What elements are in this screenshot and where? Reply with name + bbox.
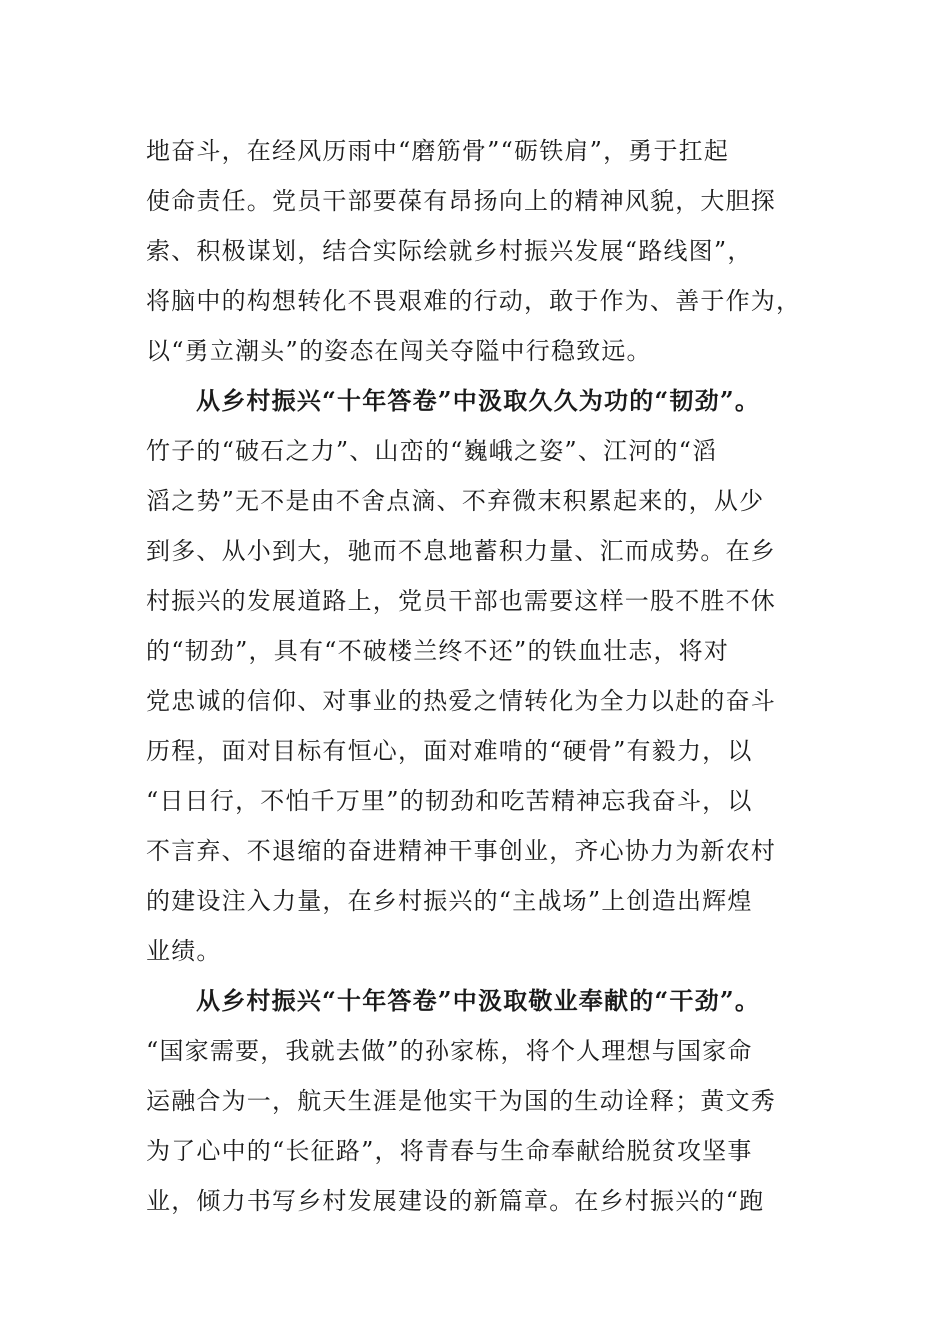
text-line: “国家需要，我就去做”的孙家栋，将个人理想与国家命: [146, 1037, 753, 1065]
text-line: 不言弃、不退缩的奋进精神干事创业，齐心协力为新农村: [146, 837, 776, 865]
text-line: 将脑中的构想转化不畏艰难的行动，敢于作为、善于作为，: [146, 287, 802, 315]
text-line: 党忠诚的信仰、对事业的热爱之情转化为全力以赴的奋斗: [146, 687, 776, 715]
text-line: 的“韧劲”，具有“不破楼兰终不还”的铁血壮志，将对: [146, 637, 730, 665]
text-line: 到多、从小到大，驰而不息地蓄积力量、汇而成势。在乡: [146, 537, 776, 565]
text-line: 业，倾力书写乡村发展建设的新篇章。在乡村振兴的“跑: [146, 1187, 765, 1215]
text-line: 历程，面对目标有恒心，面对难啃的“硬骨”有毅力，以: [146, 737, 753, 765]
text-line: 为了心中的“长征路”，将青春与生命奉献给脱贫攻坚事: [146, 1137, 753, 1165]
text-line: 竹子的“破石之力”、山峦的“巍峨之姿”、江河的“滔: [146, 437, 718, 465]
text-line: 运融合为一，航天生涯是他实干为国的生动诠释；黄文秀: [146, 1087, 776, 1115]
text-line: 的建设注入力量，在乡村振兴的“主战场”上创造出辉煌: [146, 887, 753, 915]
text-line: 索、积极谋划，结合实际绘就乡村振兴发展“路线图”，: [146, 237, 753, 265]
text-line: 业绩。: [146, 937, 222, 965]
text-line: 滔之势”无不是由不舍点滴、不弃微末积累起来的，从少: [146, 487, 765, 515]
text-line: 村振兴的发展道路上，党员干部也需要这样一股不胜不休: [146, 587, 776, 615]
text-line: 地奋斗，在经风历雨中“磨筋骨”“砺铁肩”，勇于扛起: [146, 137, 730, 165]
text-line: “日日行，不怕千万里”的韧劲和吃苦精神忘我奋斗，以: [146, 787, 753, 815]
section-heading: 从乡村振兴“十年答卷”中汲取敬业奉献的“干劲”。: [196, 986, 761, 1015]
text-line: 使命责任。党员干部要葆有昂扬向上的精神风貌，大胆探: [146, 187, 776, 215]
document-body: [146, 126, 806, 1226]
section-heading: 从乡村振兴“十年答卷”中汲取久久为功的“韧劲”。: [196, 386, 761, 415]
text-line: 以“勇立潮头”的姿态在闯关夺隘中行稳致远。: [146, 337, 652, 365]
